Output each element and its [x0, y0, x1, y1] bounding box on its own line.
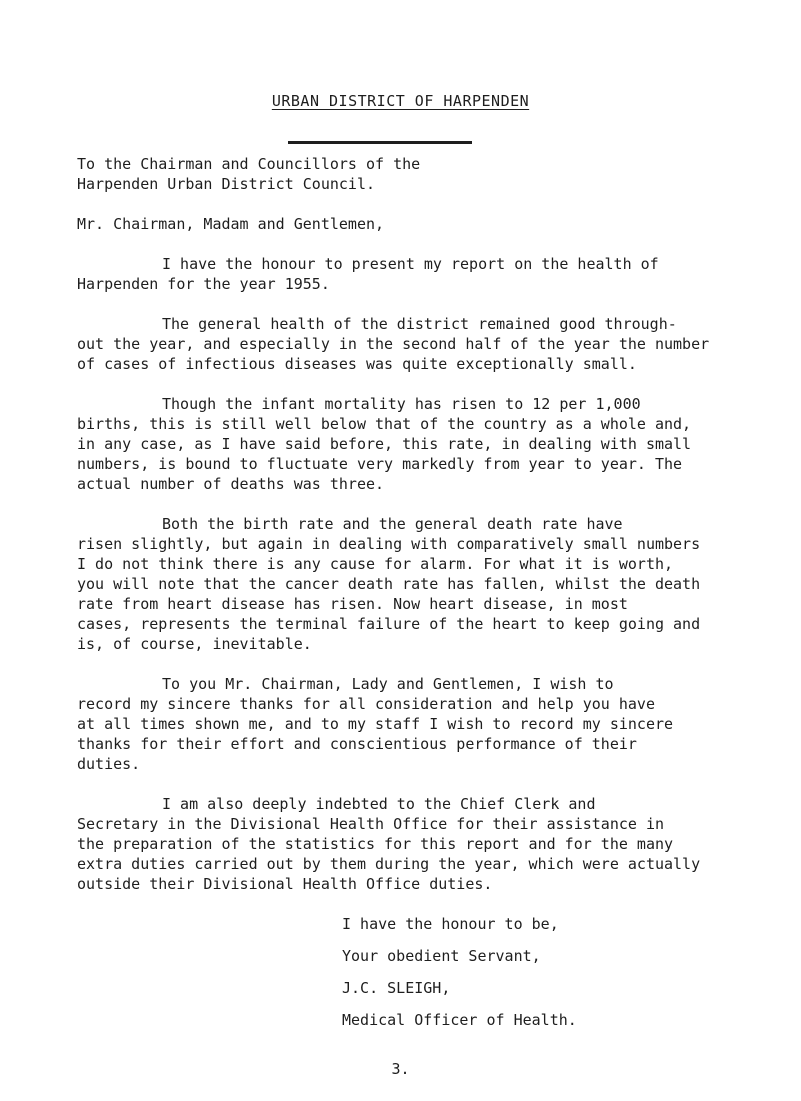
paragraph-line: births, this is still well below that of the country as a whole and, [77, 415, 692, 433]
closing-line: I have the honour to be, [342, 915, 559, 933]
paragraph-line: I do not think there is any cause for alarm. For what it is worth, [77, 555, 674, 573]
addressee-line: To the Chairman and Councillors of the [77, 155, 421, 173]
addressee-line: Harpenden Urban District Council. [77, 175, 376, 193]
paragraph-line: Harpenden for the year 1955. [77, 275, 330, 293]
paragraph-line: cases, represents the terminal failure of the heart to keep going and [77, 615, 701, 633]
paragraph-line: at all times shown me, and to my staff I wish to record my sincere [77, 715, 674, 733]
paragraph-line: numbers, is bound to fluctuate very markedly from year to year. The [77, 455, 683, 473]
paragraph-line: duties. [77, 755, 141, 773]
paragraph-line: in any case, as I have said before, this rate, in dealing with small [77, 435, 692, 453]
paragraph-line: of cases of infectious diseases was quite exceptionally small. [77, 355, 637, 373]
paragraph-line: is, of course, inevitable. [77, 635, 312, 653]
page-number: 3. [391, 1060, 410, 1078]
paragraph-line: you will note that the cancer death rate has fallen, whilst the death [77, 575, 701, 593]
paragraph-line: I am also deeply indebted to the Chief Clerk and [162, 795, 596, 813]
paragraph-line: rate from heart disease has risen. Now heart disease, in most [77, 595, 628, 613]
paragraph-line: Both the birth rate and the general death rate have [162, 515, 623, 533]
paragraph-line: record my sincere thanks for all consideration and help you have [77, 695, 655, 713]
paragraph-line: Secretary in the Divisional Health Office for their assistance in [77, 815, 664, 833]
paragraph-line: out the year, and especially in the second half of the year the number [77, 335, 710, 353]
paragraph-line: To you Mr. Chairman, Lady and Gentlemen, I wish to [162, 675, 614, 693]
paragraph-line: the preparation of the statistics for this report and for the many [77, 835, 674, 853]
paragraph-line: thanks for their effort and conscientious performance of their [77, 735, 637, 753]
paragraph-line: extra duties carried out by them during the year, which were actually [77, 855, 701, 873]
signatory-title: Medical Officer of Health. [342, 1011, 577, 1029]
paragraph-line: The general health of the district remained good through- [162, 315, 677, 333]
signatory-name: J.C. SLEIGH, [342, 979, 451, 997]
paragraph-line: Though the infant mortality has risen to 12 per 1,000 [162, 395, 641, 413]
paragraph-line: actual number of deaths was three. [77, 475, 385, 493]
paragraph-line: risen slightly, but again in dealing with comparatively small numbers [77, 535, 701, 553]
paragraph-line: outside their Divisional Health Office duties. [77, 875, 493, 893]
salutation: Mr. Chairman, Madam and Gentlemen, [77, 215, 385, 233]
document-heading: URBAN DISTRICT OF HARPENDEN [271, 92, 530, 110]
paragraph-line: I have the honour to present my report on the health of [162, 255, 659, 273]
closing-line: Your obedient Servant, [342, 947, 541, 965]
